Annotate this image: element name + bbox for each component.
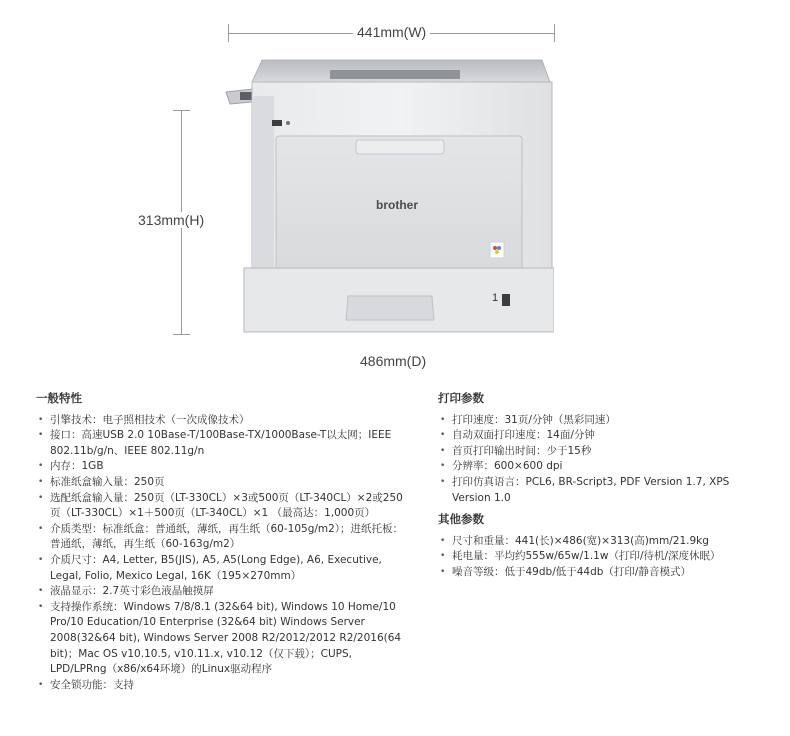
width-dimension-label: 441mm(W)	[353, 24, 430, 40]
spec-optional-tray: • 选配纸盒输入量：250页（LT-330CL）×3或500页（LT-340CL）×2或250页（LT-330CL）×1＋500页（LT-340CL）×1 （最高达：1,000页）	[36, 491, 404, 522]
depth-dimension-label: 486mm(D)	[356, 353, 430, 369]
print-specs	[438, 391, 758, 506]
general-specs-heading: 一般特性	[36, 391, 82, 405]
other-specs-list	[438, 534, 778, 581]
spec-power: • 耗电量：平均约555w/65w/1.1w（打印/待机/深度休眠）	[438, 549, 778, 565]
spec-os: • 支持操作系统：Windows 7/8/8.1 (32&64 bit), Windows 10 Home/10 Pro/10 Education/10 Enterprise (32&64 bit) Windows Server 2008(32&64 bit), Windows Server 2008 R2/2012/2012 R2/2016(64 bit)；Mac OS v10.10.5, v10.11.x, v10.12（仅下载）；CUPS, LPD/LPRng（x86/x64环境）的Linux驱动程序	[36, 600, 404, 678]
general-specs-list	[36, 413, 404, 694]
spec-emulation: • 打印仿真语言：PCL6, BR-Script3, PDF Version 1.7, XPS Version 1.0	[438, 475, 758, 506]
spec-media-size: • 介质尺寸：A4, Letter, B5(JIS), A5, A5(Long Edge), A6, Executive, Legal, Folio, Mexico Legal, 16K（195×270mm）	[36, 553, 404, 584]
spec-engine: • 引擎技术：电子照相技术（一次成像技术）	[36, 413, 404, 429]
print-specs-list	[438, 413, 758, 507]
spec-standard-tray: • 标准纸盒输入量：250页	[36, 475, 404, 491]
spec-memory: • 内存：1GB	[36, 459, 404, 475]
other-specs	[438, 512, 778, 580]
height-dimension-tick-top	[173, 110, 190, 111]
spec-interface: • 接口：高速USB 2.0 10Base-T/100Base-TX/1000Base-T以太网；IEEE 802.11b/g/n、IEEE 802.11g/n	[36, 428, 404, 459]
general-specs	[36, 391, 404, 693]
spec-noise: • 噪音等级：低于49db/低于44db（打印/静音模式）	[438, 565, 778, 581]
spec-size-weight: • 尺寸和重量：441(长)×486(宽)×313(高)mm/21.9kg	[438, 534, 778, 550]
height-dimension-tick-bottom	[173, 334, 190, 335]
spec-security-lock: • 安全锁功能：支持	[36, 678, 404, 694]
print-specs-heading: 打印参数	[438, 391, 484, 405]
height-dimension-label: 313mm(H)	[134, 212, 208, 228]
spec-lcd: • 液晶显示：2.7英寸彩色液晶触摸屏	[36, 584, 404, 600]
tray-number: 1	[492, 292, 499, 304]
width-dimension-tick-left	[228, 24, 229, 42]
brand-logo: brother	[376, 198, 418, 212]
spec-print-speed: • 打印速度：31页/分钟（黑彩同速）	[438, 413, 758, 429]
spec-resolution: • 分辨率：600×600 dpi	[438, 459, 758, 475]
spec-duplex-speed: • 自动双面打印速度：14面/分钟	[438, 428, 758, 444]
spec-media-type: • 介质类型：标准纸盒：普通纸，薄纸，再生纸（60-105g/m2）；进纸托板：普通纸，薄纸，再生纸（60-163g/m2）	[36, 522, 404, 553]
spec-first-page: • 首页打印输出时间：少于15秒	[438, 444, 758, 460]
width-dimension-tick-right	[554, 24, 555, 42]
printer-image	[222, 56, 554, 334]
other-specs-heading: 其他参数	[438, 512, 484, 526]
